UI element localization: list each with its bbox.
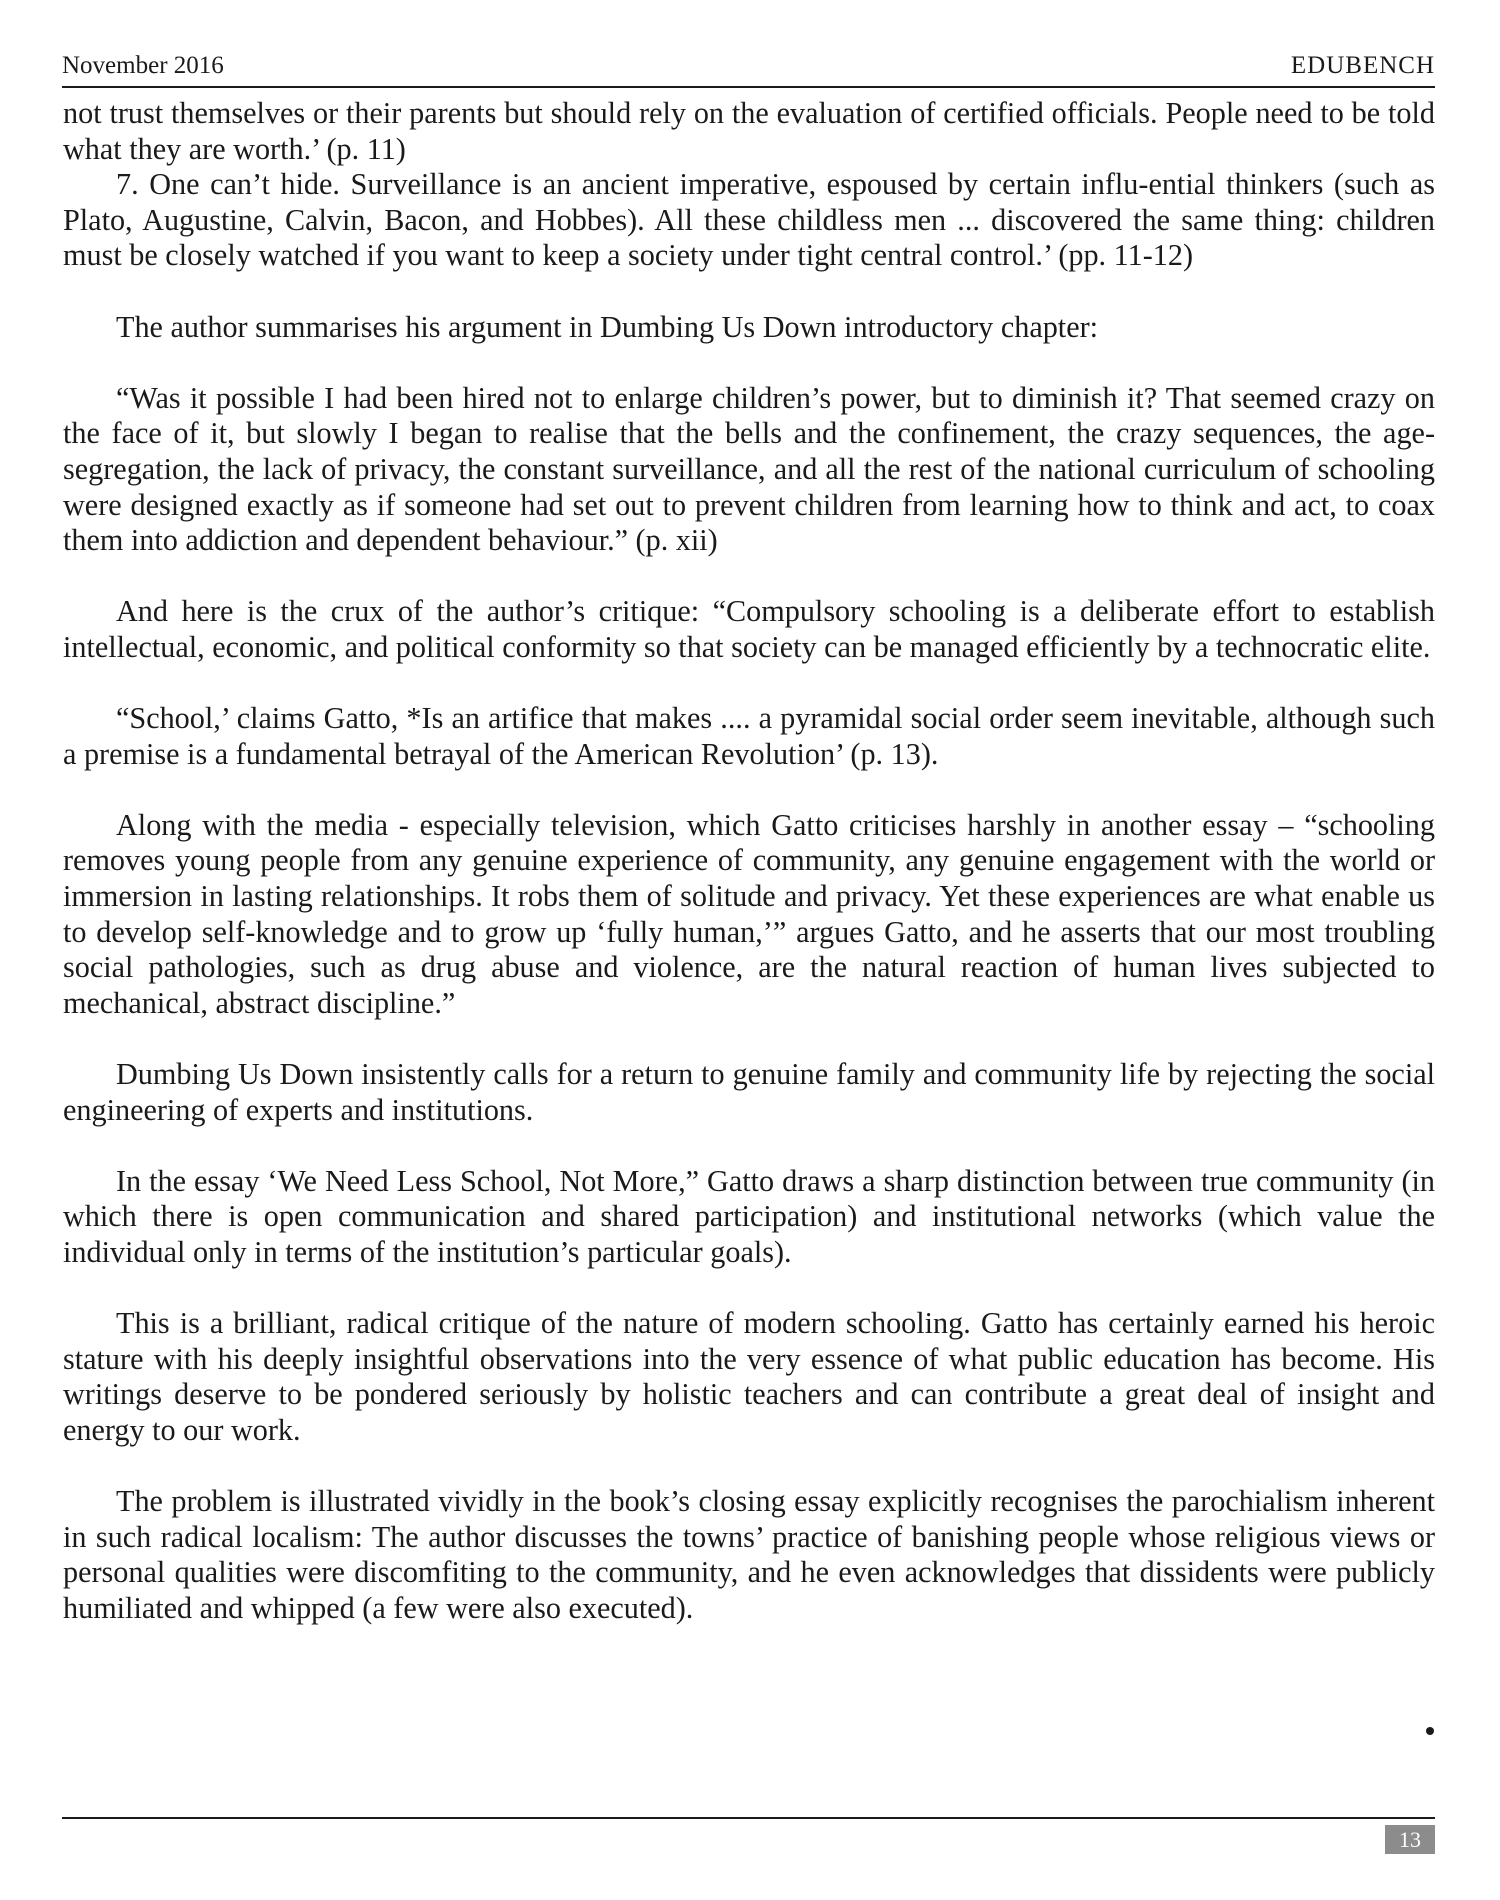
paragraph-critique: This is a brilliant, radical critique of the nature of modern schooling. Gatto has certainly earned his heroic stature with his deeply insightful observations into the very essence of what public education has become. His writings deserve to be pondered seriously by holistic teachers and can contribute a great deal of insight and energy to our work. xyxy=(63,1306,1435,1447)
paragraph-school-claim: “School,’ claims Gatto, *Is an artifice that makes .... a pyramidal social order seem inevitable, although such a premise is a fundamental betrayal of the American Revolution’ (p. 13). xyxy=(63,701,1435,771)
header-date: November 2016 xyxy=(62,52,224,79)
paragraph-community: Dumbing Us Down insistently calls for a return to genuine family and community life by rejecting the social engineering of experts and institutions. xyxy=(63,1057,1435,1127)
paragraph-quote: “Was it possible I had been hired not to enlarge children’s power, but to diminish it? That seemed crazy on the face of it, but slowly I began to realise that the bells and the confinement, the crazy sequences, the age-segregation, the lack of privacy, the constant surveillance, and all the rest of the national curriculum of schooling were designed exactly as if someone had set out to prevent children from learning how to think and act, to coax them into addiction and dependent behaviour.” (p. xii) xyxy=(63,380,1435,558)
paragraph-problem: The problem is illustrated vividly in the book’s closing essay explicitly recognises the parochialism inherent in such radical localism: The author discusses the towns’ practice of banishing people whose religious views or personal qualities were discomfiting to the community, and he even acknowledges that dissidents were publicly humiliated and whipped (a few were also executed). xyxy=(63,1484,1435,1625)
article-body xyxy=(63,96,1435,1627)
header-publication: EDUBENCH xyxy=(1290,52,1435,79)
end-of-article-mark xyxy=(1426,1727,1434,1735)
paragraph-continuation: not trust themselves or their parents but should rely on the evaluation of certified officials. People need to be told what they are worth.’ (p. 11) xyxy=(63,96,1435,166)
paragraph-item-7: 7. One can’t hide. Surveillance is an ancient imperative, espoused by certain influ-ential thinkers (such as Plato, Augustine, Calvin, Bacon, and Hobbes). All these childless men ... discovered the same thing: children must be closely watched if you want to keep a society under tight central control.’ (pp. 11-12) xyxy=(63,167,1435,273)
page-number: 13 xyxy=(1385,1825,1435,1854)
footer-rule xyxy=(62,1817,1435,1819)
paragraph-summary-intro: The author summarises his argument in Dumbing Us Down introductory chapter: xyxy=(116,309,1099,344)
paragraph-essay: In the essay ‘We Need Less School, Not More,” Gatto draws a sharp distinction between true community (in which there is open communication and shared participation) and institutional networks (which value the individual only in terms of the institution’s particular goals). xyxy=(63,1163,1435,1269)
paragraph-media: Along with the media - especially television, which Gatto criticises harshly in another essay – “schooling removes young people from any genuine experience of community, any genuine engagement with the world or immersion in lasting relationships. It robs them of solitude and privacy. Yet these experiences are what enable us to develop self-knowledge and to grow up ‘fully human,’” argues Gatto, and he asserts that our most troubling social pathologies, such as drug abuse and violence, are the natural reaction of human lives subjected to mechanical, abstract discipline.” xyxy=(63,807,1435,1020)
paragraph-crux: And here is the crux of the author’s critique: “Compulsory schooling is a deliberate effort to establish intellectual, economic, and political conformity so that society can be managed efficiently by a technocratic elite. xyxy=(63,594,1435,664)
running-header xyxy=(62,52,1435,88)
